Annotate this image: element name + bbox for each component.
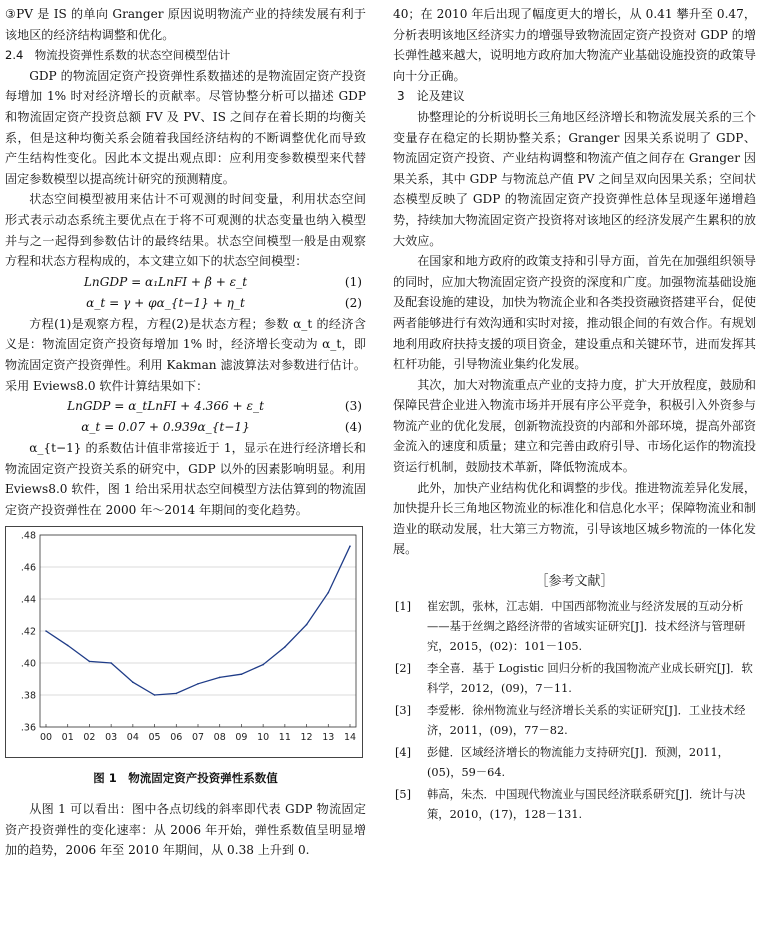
data-point xyxy=(262,664,264,666)
reference-item xyxy=(393,659,756,699)
x-tick-label: 07 xyxy=(191,732,205,744)
paragraph: 从图 1 可以看出：图中各点切线的斜率即代表 GDP 物流固定资产投资弹性的变化速率：从 2006 年开始，弹性系数值呈明显增加的趋势，2006 年至 2010 年期间，从 0.38 上升到 0. xyxy=(5,802,366,858)
reference-text: 彭健．区域经济增长的物流能力支持研究[J]．预测，2011，(05)，59－64. xyxy=(427,745,729,779)
paragraph: ③PV 是 IS 的单向 Granger 原因说明物流产业的持续发展有利于该地区的经济结构调整和优化。 xyxy=(5,7,366,42)
reference-list xyxy=(393,597,756,825)
paragraph: 其次，加大对物流重点产业的支持力度，扩大开放程度，鼓励和保障民营企业进入物流市场并开展有序公平竞争，积极引入外资参与物流产业的优化发展，创新物流投资的内部和外部环境，提高外部资金流入的速度和质量；建立和完善由政府引导、市场化运作的物流投资运行机制，鼓励技术革新，降低物流成本。 xyxy=(393,377,756,475)
equation-2 xyxy=(5,293,366,314)
data-point xyxy=(45,631,47,633)
x-tick-label: 12 xyxy=(300,732,313,744)
reference-text: 崔宏凯，张林，江志娟．中国西部物流业与经济发展的互动分析——基于丝绸之路经济带的省域实证研究[J]．技术经济与管理研究，2015，(02)：101－105. xyxy=(427,599,746,653)
reference-number: [2] xyxy=(395,661,412,675)
reference-text: 李爱彬．徐州物流业与经济增长关系的实证研究[J]．工业技术经济，2011，(09)，77－82. xyxy=(427,703,746,737)
series-line xyxy=(46,547,350,696)
equation-1 xyxy=(5,272,366,293)
data-point xyxy=(132,682,134,684)
equation-4 xyxy=(5,417,366,438)
y-tick-label: .38 xyxy=(20,690,36,702)
equation-number: (3) xyxy=(344,399,362,414)
references-heading: ［参考文献］ xyxy=(535,574,614,590)
data-point xyxy=(154,695,156,697)
reference-item xyxy=(393,597,756,657)
x-tick-label: 03 xyxy=(105,732,118,744)
x-tick-label: 01 xyxy=(61,732,74,744)
data-point xyxy=(306,624,308,626)
equation-number: (1) xyxy=(344,274,362,289)
x-tick-label: 11 xyxy=(278,732,291,744)
reference-text: 李全喜．基于 Logistic 回归分析的我国物流产业成长研究[J]．软科学，2012，(09)，7－11. xyxy=(427,661,753,695)
paragraph: α_{t−1} 的系数估计值非常接近于 1，显示在进行经济增长和物流固定资产投资关系的研究中，GDP 以外的因素影响明显。利用 Eviews8.0 软件，图 1 给出采用状态空间模型方法估算到的物流固定资产投资弹性在 2000 年～2014 年期间的变化趋势。 xyxy=(5,441,366,517)
x-tick-label: 04 xyxy=(126,732,139,744)
data-point xyxy=(89,661,91,663)
y-tick-label: .42 xyxy=(20,626,36,638)
data-point xyxy=(175,693,177,695)
reference-item xyxy=(393,785,756,825)
reference-item xyxy=(393,743,756,783)
paragraph: 此外，加快产业结构优化和调整的步伐。推进物流差异化发展，加快提升长三角地区物流业的标准化和信息化水平；保障物流业和制造业的联动发展，壮大第三方物流，引导该地区城乡物流的一体化发展。 xyxy=(393,480,756,557)
equation-number: (4) xyxy=(344,420,362,435)
chart-svg xyxy=(6,527,362,757)
right-column xyxy=(393,4,756,827)
paragraph: 在国家和地方政府的政策支持和引导方面，首先在加强组织领导的同时，应加大物流固定资产投资的深度和广度。加强物流基础设施及配套设施的建设，加快为物流企业和各类投资融资搭建平台，促使两者能够进行有效沟通和实时对接，推动银企间的有效合作。有规划地利用政府扶持支援的项目资金，建设重点和关键环节，进而发挥其杠杆功能，引导物流业集约化发展。 xyxy=(393,254,756,372)
paragraph: 方程(1)是观察方程，方程(2)是状态方程；参数 α_t 的经济含义是：物流固定资产投资每增加 1% 时，经济增长变动为 α_t，即物流固定资产投资弹性。利用 Kakman 滤波算法对参数进行估计。采用 Eviews8.0 软件计算结果如下： xyxy=(5,316,366,393)
y-tick-label: .44 xyxy=(20,594,36,606)
data-point xyxy=(327,592,329,594)
data-point xyxy=(349,546,351,548)
x-tick-label: 00 xyxy=(39,732,53,744)
reference-text: 韩高，朱杰．中国现代物流业与国民经济联系研究[J]．统计与决策，2010，(17)，128－131. xyxy=(427,787,746,821)
equation-text: α_t = 0.07 + 0.939α_{t−1} xyxy=(81,420,250,435)
data-point xyxy=(67,645,69,647)
equation-text: LnGDP = α₁LnFI + β + ε_t xyxy=(83,274,248,289)
x-tick-label: 14 xyxy=(343,732,357,744)
y-tick-label: .40 xyxy=(20,658,36,670)
figure-caption: 图 1 物流固定资产投资弹性系数值 xyxy=(93,771,278,786)
equation-3 xyxy=(5,396,366,417)
paragraph: 40；在 2010 年后出现了幅度更大的增长，从 0.41 攀升至 0.47，分析表明该地区经济实力的增强导致物流固定资产投资对 GDP 的增长弹性越来越大，说明地方政府加大物流产业基础设施投资的政策导向十分正确。 xyxy=(393,7,756,83)
left-column xyxy=(5,4,366,861)
x-tick-label: 13 xyxy=(322,732,335,744)
data-point xyxy=(241,674,243,676)
data-point xyxy=(110,663,112,665)
section-heading: 3 论及建议 xyxy=(397,89,465,104)
data-point xyxy=(197,683,199,685)
x-tick-label: 10 xyxy=(257,732,270,744)
reference-number: [4] xyxy=(395,745,412,759)
equation-text: LnGDP = α_tLnFI + 4.366 + ε_t xyxy=(67,399,264,414)
equation-number: (2) xyxy=(344,295,362,310)
paragraph: 状态空间模型被用来估计不可观测的时间变量，利用状态空间形式表示动态系统主要优点在于将不可观测的状态变量也纳入模型并与之一起得到参数估计的最终结果。状态空间模型一般是由观察方程和状态方程构成的，本文建立如下的状态空间模型： xyxy=(5,192,366,269)
y-tick-label: .48 xyxy=(20,530,36,542)
x-tick-label: 05 xyxy=(148,732,161,744)
y-tick-label: .36 xyxy=(20,722,36,734)
x-tick-label: 06 xyxy=(170,732,183,744)
x-tick-label: 08 xyxy=(213,732,226,744)
equation-text: α_t = γ + φα_{t−1} + η_t xyxy=(86,295,245,310)
reference-number: [3] xyxy=(395,703,412,717)
elasticity-chart xyxy=(5,526,363,758)
data-point xyxy=(219,677,221,679)
reference-number: [5] xyxy=(395,787,412,801)
y-tick-label: .46 xyxy=(20,562,36,574)
paragraph: GDP 的物流固定资产投资弹性系数描述的是物流固定资产投资每增加 1% 时对经济增长的贡献率。尽管协整分析可以描述 GDP 和物流固定资产投资总额 FV 及 PV、IS 之间存在着长期的均衡关系，但是这种均衡关系会随着我国经济结构的不断调整优化而导致产生结构性变化。因此本文提出观点即：应利用变参数模型来代替固定参数模型以提高统计研究的预测精度。 xyxy=(5,68,366,186)
x-tick-label: 09 xyxy=(235,732,248,744)
section-heading: 2.4 物流投资弹性系数的状态空间模型估计 xyxy=(5,48,231,63)
x-tick-label: 02 xyxy=(83,732,96,744)
data-point xyxy=(284,647,286,649)
paragraph: 协整理论的分析说明长三角地区经济增长和物流发展关系的三个变量存在稳定的长期协整关系；Granger 因果关系说明了 GDP、物流固定资产投资、产业结构调整和物流产值之间存在 Granger 因果关系，其中 GDP 与物流总产值 PV 之间呈双向因果关系；空间状态模型反映了 GDP 的物流固定资产投资弹性总体呈现逐年递增趋势，持续加大物流固定资产投资将对该地区的经济发展产生累积的放大效应。 xyxy=(393,109,756,248)
reference-number: [1] xyxy=(395,599,412,613)
reference-item xyxy=(393,701,756,741)
